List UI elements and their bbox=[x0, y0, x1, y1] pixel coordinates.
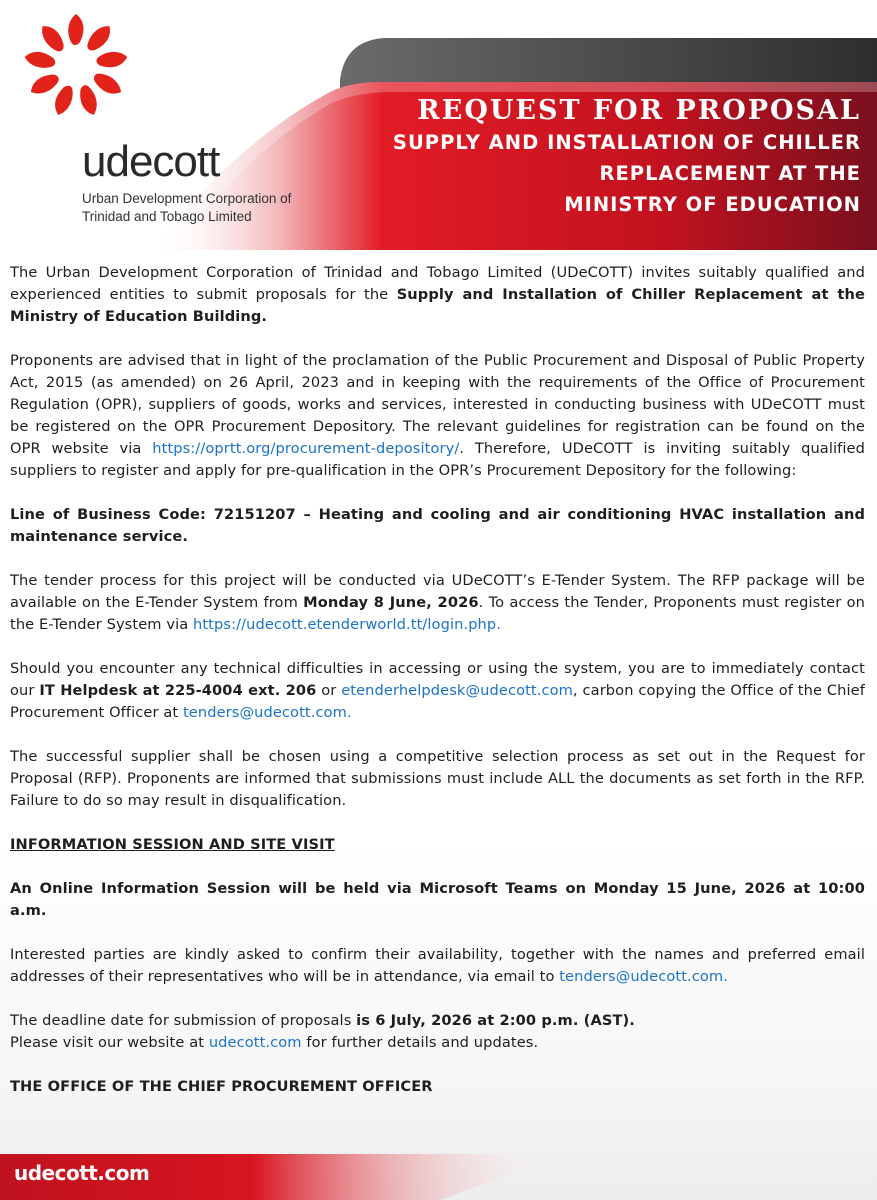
footer-website-link[interactable]: udecott.com bbox=[14, 1161, 150, 1185]
signoff bbox=[10, 1076, 865, 1098]
bold-text: is 6 July, 2026 at 2:00 p.m. (AST). bbox=[356, 1012, 635, 1029]
info-session-heading: INFORMATION SESSION AND SITE VISIT bbox=[10, 836, 335, 853]
paragraph-deadline bbox=[10, 1010, 865, 1054]
brand-subtitle-line-2: Trinidad and Tobago Limited bbox=[82, 209, 252, 224]
paragraph-confirm-attendance bbox=[10, 944, 865, 988]
subtitle-line-2: REPLACEMENT AT THE bbox=[599, 162, 861, 185]
helpdesk-email-link[interactable]: etenderhelpdesk@udecott.com bbox=[341, 682, 573, 699]
bold-text: IT Helpdesk at 225-4004 ext. 206 bbox=[39, 682, 317, 699]
notice-body bbox=[10, 262, 865, 1120]
text: for further details and updates. bbox=[301, 1034, 539, 1051]
text: The Urban Development Corporation of Trinidad and Tobago Limited (UDeCOTT) invites suitably qualified and experienced entities to submit proposals for the bbox=[10, 264, 865, 303]
paragraph-registration bbox=[10, 350, 865, 482]
text: , carbon copying the Office of the Chief Procurement Officer at bbox=[10, 682, 866, 721]
paragraph-business-code bbox=[10, 504, 865, 548]
brand-subtitle bbox=[82, 190, 291, 226]
udecott-logo-icon bbox=[6, 6, 136, 136]
subtitle-line-1: SUPPLY AND INSTALLATION OF CHILLER bbox=[392, 131, 861, 154]
text: The successful supplier shall be chosen using a competitive selection process as set out in the Request for Proposal (RFP). Proponents are informed that submissions must include ALL the documents as set forth in the RFP. Failure to do so may result in disqualification. bbox=[10, 748, 865, 809]
website-link[interactable]: udecott.com bbox=[208, 1034, 302, 1051]
paragraph-tender-process bbox=[10, 570, 865, 636]
bold-text: An Online Information Session will be held via Microsoft Teams on Monday 15 June, 2026 at 10:00 a.m. bbox=[10, 880, 865, 919]
page-title: REQUEST FOR PROPOSAL bbox=[417, 95, 861, 126]
tenders-email-link[interactable]: tenders@udecott.com. bbox=[559, 968, 728, 985]
text: Proponents are advised that in light of the proclamation of the Public Procurement and Disposal of Public Property Act, 2015 (as amended) on 26 April, 2023 and in keeping with the requirements of the Office of Procurement Regulation (OPR), suppliers of goods, works and services, interested in conducting business with UDeCOTT must be registered on the OPR Procurement Depository. The relevant guidelines for registration can be found on the OPR website via bbox=[10, 352, 865, 457]
paragraph-helpdesk bbox=[10, 658, 865, 724]
subtitle-line-3: MINISTRY OF EDUCATION bbox=[564, 193, 861, 216]
text: . Therefore, UDeCOTT is inviting suitably qualified suppliers to register and apply for pre-qualification in the OPR’s Procurement Depository for the following: bbox=[10, 440, 865, 479]
section-heading bbox=[10, 834, 865, 856]
etender-login-link[interactable]: https://udecott.etenderworld.tt/login.php. bbox=[193, 616, 502, 633]
text: The deadline date for submission of proposals bbox=[10, 1012, 357, 1029]
text: Please visit our website at bbox=[10, 1034, 209, 1051]
brand-subtitle-line-1: Urban Development Corporation of bbox=[82, 191, 292, 206]
paragraph-info-session bbox=[10, 878, 865, 922]
text: or bbox=[316, 682, 342, 699]
text: Should you encounter any technical difficulties in accessing or using the system, you are to immediately contact our bbox=[10, 660, 865, 699]
brand-wordmark: udecott bbox=[82, 137, 220, 186]
bold-text: Monday 8 June, 2026 bbox=[303, 594, 479, 611]
text: Interested parties are kindly asked to confirm their availability, together with the names and preferred email addresses of their representatives who will be in attendance, via email to bbox=[10, 946, 865, 985]
bold-text: Supply and Installation of Chiller Replacement at the Ministry of Education Building. bbox=[10, 286, 865, 325]
text: The tender process for this project will be conducted via UDeCOTT’s E-Tender System. The RFP package will be available on the E-Tender System from bbox=[10, 572, 865, 611]
header bbox=[0, 0, 877, 250]
paragraph-invitation bbox=[10, 262, 865, 328]
bold-text: Line of Business Code: 72151207 – Heating and cooling and air conditioning HVAC installation and maintenance service. bbox=[10, 506, 865, 545]
opr-depository-link[interactable]: https://oprtt.org/procurement-depository/ bbox=[152, 440, 460, 457]
tenders-email-link[interactable]: tenders@udecott.com. bbox=[182, 704, 352, 721]
paragraph-selection bbox=[10, 746, 865, 812]
banner-text bbox=[393, 95, 861, 220]
signoff-text: THE OFFICE OF THE CHIEF PROCUREMENT OFFICER bbox=[10, 1078, 433, 1095]
text: . To access the Tender, Proponents must register on the E-Tender System via bbox=[10, 594, 865, 633]
